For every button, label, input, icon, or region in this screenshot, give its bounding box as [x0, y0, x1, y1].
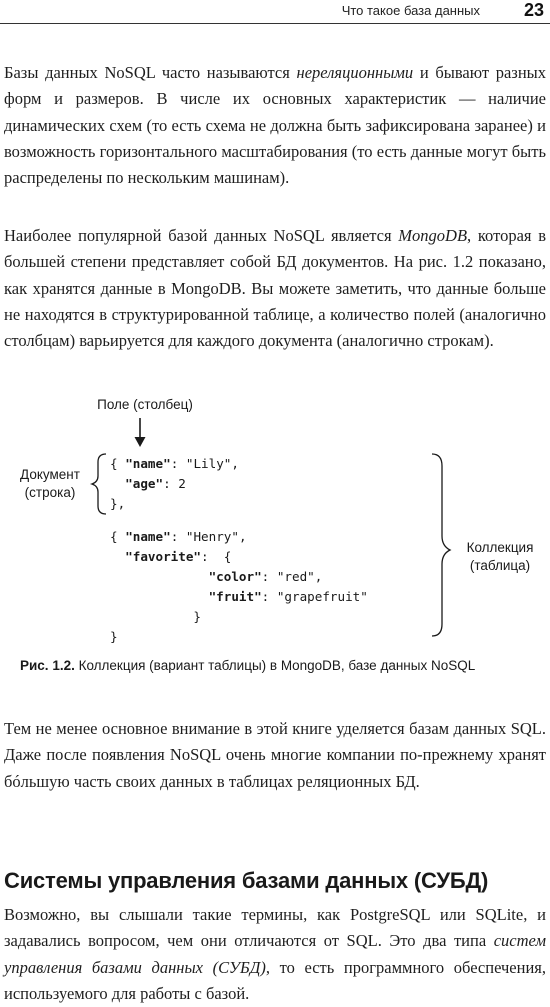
caption-number: Рис. 1.2.: [20, 658, 75, 673]
code-value: 2: [178, 476, 186, 491]
code-value: "Lily",: [185, 456, 239, 471]
code-colon: :: [163, 476, 171, 491]
code-key: "age": [125, 476, 164, 491]
p2-text-start: Наиболее популярной базой данных NoSQL является: [4, 226, 399, 245]
page-number: 23: [523, 0, 544, 20]
code-key: "favorite": [125, 549, 201, 564]
p1-text-start: Базы данных NoSQL часто называются: [4, 63, 297, 82]
code-brace: {: [223, 549, 232, 564]
code-brace: {: [110, 456, 118, 471]
code-colon: :: [170, 529, 179, 544]
label-collection-line1: Коллекция: [466, 540, 534, 555]
paragraph-sql-focus: Тем не менее основное внимание в этой книге уделяется базам данных SQL. Даже после появления NoSQL очень многие компании по-прежнему хранят бóльшую часть своих данных в таблицах реляционных БД.: [4, 719, 546, 791]
label-collection-line2: (таблица): [469, 558, 531, 573]
code-colon: :: [261, 589, 270, 604]
p1-text-end: и бывают разных форм и размеров. В числе их основных характеристик — наличие динамических схем (то есть схема не должна быть зафиксирована заранее) и возможность горизонтального масштабирования (то есть данные могут быть распределены по нескольким машинам).: [4, 63, 546, 188]
code-line-7: [110, 587, 368, 607]
code-colon: :: [201, 549, 209, 564]
paragraph-dbms: [4, 902, 546, 1007]
code-brace: {: [110, 529, 118, 544]
running-header: [0, 0, 550, 24]
code-colon: :: [261, 569, 270, 584]
code-line-3: [110, 494, 125, 514]
label-collection-table: [452, 539, 548, 575]
code-key: "color": [208, 569, 262, 584]
code-line-8: [110, 607, 201, 627]
p4-text-end: , то есть программного обеспечения, используемого для работы с базой.: [4, 957, 546, 1003]
code-line-5: [110, 547, 231, 567]
code-brace: }: [110, 629, 118, 644]
figure-graphics: [0, 396, 550, 646]
code-line-9: [110, 627, 118, 647]
p1-emphasis: нереляционными: [296, 63, 414, 82]
code-line-6: [110, 567, 322, 587]
header-rule: [0, 23, 550, 24]
p2-text-end: , которая в большей степени представляет собой БД документов. На рис. 1.2 показано, как хранятся данные в MongoDB. Вы можете заметить, что данные больше не находятся в структурированной таблице, а количество полей (аналогично столбцам) варьируется для каждого документа (аналогично строкам).: [4, 226, 546, 351]
label-document-row: [6, 466, 94, 502]
p4-emphasis: систем управления базами данных (СУБД): [4, 931, 546, 977]
section-heading: Системы управления базами данных (СУБД): [4, 868, 489, 893]
label-document-line1: Документ: [20, 467, 80, 482]
code-line-4: [110, 527, 247, 547]
code-colon: :: [170, 456, 179, 471]
caption-text: Коллекция (вариант таблицы) в MongoDB, базе данных NoSQL: [74, 658, 476, 673]
figure-caption: [20, 658, 540, 673]
code-brace: },: [110, 496, 126, 511]
p4-text-start: Возможно, вы слышали такие термины, как PostgreSQL или SQLite, и задавались вопросом, чем они отличаются от SQL. Это два типа: [4, 905, 546, 951]
label-document-line2: (строка): [24, 485, 76, 500]
code-value: "Henry",: [185, 529, 247, 544]
code-line-2: [110, 474, 186, 494]
code-value: "red",: [276, 569, 323, 584]
code-key: "name": [125, 529, 171, 544]
code-line-1: [110, 454, 239, 474]
label-field-column: Поле (столбец): [97, 397, 193, 412]
paragraph-nosql-intro: [4, 60, 546, 191]
collection-brace: [432, 454, 450, 636]
code-key: "fruit": [208, 589, 262, 604]
p2-emphasis: MongoDB: [398, 226, 468, 245]
code-brace: }: [193, 609, 201, 624]
running-header-title: Что такое база данных: [341, 3, 480, 18]
code-value: "grapefruit": [276, 589, 368, 604]
arrow-head: [135, 437, 146, 447]
paragraph-mongodb: [4, 223, 546, 354]
code-key: "name": [125, 456, 171, 471]
document-brace: [92, 454, 106, 514]
figure-mongodb-collection: [0, 396, 550, 646]
